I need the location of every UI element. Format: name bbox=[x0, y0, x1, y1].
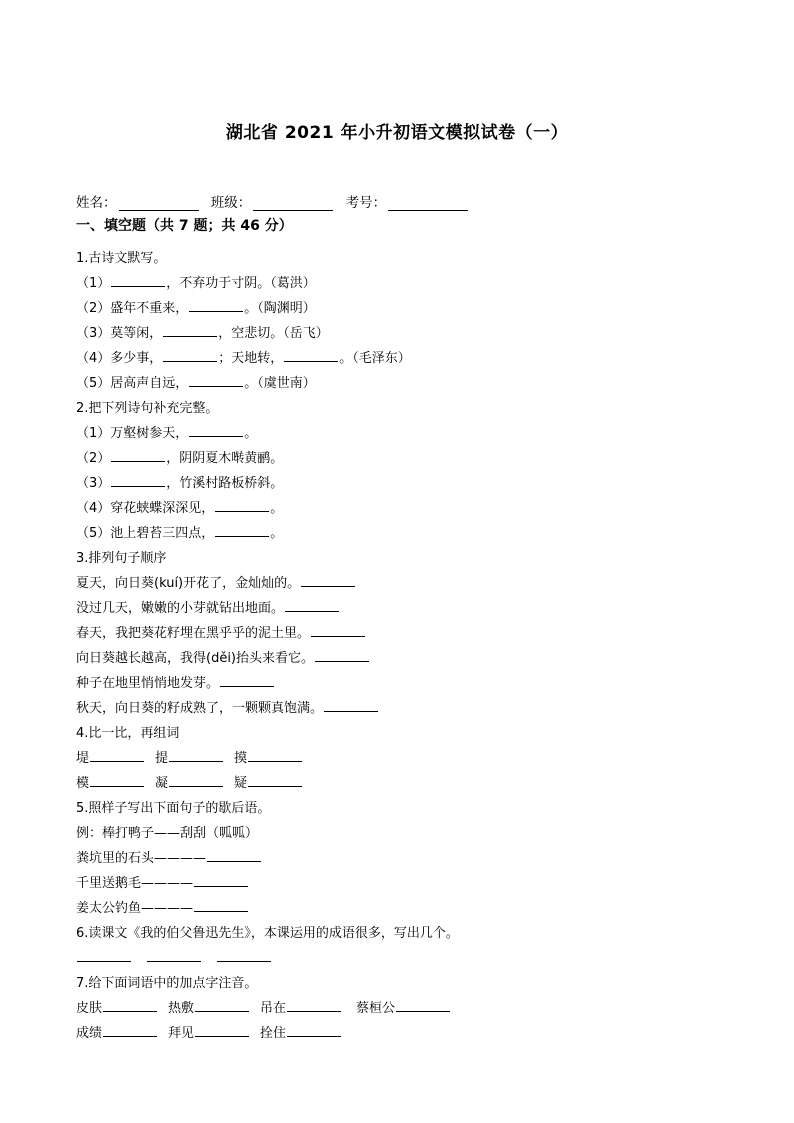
number-label: 考号： bbox=[345, 195, 387, 211]
question-heading: 7.给下面词语中的加点字注音。 bbox=[76, 976, 258, 991]
q4-row: 堤 提 摸 bbox=[76, 746, 736, 771]
section-heading: 一、填空题（共 7 题；共 46 分） bbox=[76, 218, 293, 234]
q5-item: 千里送鹅毛———— bbox=[76, 871, 736, 896]
number-blank[interactable] bbox=[388, 196, 468, 211]
q7-row: 成绩 拜见 拴住 bbox=[76, 1021, 736, 1046]
answer-blank[interactable] bbox=[315, 646, 369, 662]
answer-blank[interactable] bbox=[189, 371, 243, 387]
answer-blank[interactable] bbox=[194, 896, 248, 912]
answer-blank[interactable] bbox=[111, 471, 165, 487]
answer-blank[interactable] bbox=[301, 571, 355, 587]
questions bbox=[76, 246, 736, 1046]
q2-item: （1）万壑树参天， 。 bbox=[76, 421, 736, 446]
answer-blank[interactable] bbox=[90, 746, 144, 762]
student-info-row bbox=[76, 191, 476, 211]
answer-blank[interactable] bbox=[284, 346, 338, 362]
answer-blank[interactable] bbox=[77, 946, 131, 962]
answer-blank[interactable] bbox=[163, 321, 217, 337]
answer-blank[interactable] bbox=[215, 521, 269, 537]
question-heading: 2.把下列诗句补充完整。 bbox=[76, 401, 219, 416]
q4-row: 模 凝 疑 bbox=[76, 771, 736, 796]
answer-blank[interactable] bbox=[396, 996, 450, 1012]
answer-blank[interactable] bbox=[324, 696, 378, 712]
answer-blank[interactable] bbox=[90, 771, 144, 787]
answer-blank[interactable] bbox=[285, 596, 339, 612]
answer-blank[interactable] bbox=[194, 871, 248, 887]
answer-blank[interactable] bbox=[248, 746, 302, 762]
q1-item: （2）盛年不重来， 。（陶渊明） bbox=[76, 296, 736, 321]
q3-item: 向日葵越长越高，我得(děi)抬头来看它。 bbox=[76, 646, 736, 671]
q3-item: 秋天，向日葵的籽成熟了，一颗颗真饱满。 bbox=[76, 696, 736, 721]
answer-blank[interactable] bbox=[103, 1021, 157, 1037]
question-heading: 3.排列句子顺序 bbox=[76, 551, 167, 566]
answer-blank[interactable] bbox=[103, 996, 157, 1012]
answer-blank[interactable] bbox=[248, 771, 302, 787]
q2-item: （4）穿花蛱蝶深深见， 。 bbox=[76, 496, 736, 521]
answer-blank[interactable] bbox=[207, 846, 261, 862]
answer-blank[interactable] bbox=[217, 946, 271, 962]
q6-blanks bbox=[76, 946, 736, 971]
answer-blank[interactable] bbox=[311, 621, 365, 637]
q1-item: （4）多少事， ；天地转， 。（毛泽东） bbox=[76, 346, 736, 371]
answer-blank[interactable] bbox=[195, 1021, 249, 1037]
q7-row: 皮肤 热敷 吊在 蔡桓公 bbox=[76, 996, 736, 1021]
question-heading: 1.古诗文默写。 bbox=[76, 251, 167, 266]
question-heading: 6.读课文《我的伯父鲁迅先生》，本课运用的成语很多，写出几个。 bbox=[76, 926, 459, 941]
class-label: 班级： bbox=[210, 195, 252, 211]
q2-item: （5）池上碧苔三四点， 。 bbox=[76, 521, 736, 546]
answer-blank[interactable] bbox=[195, 996, 249, 1012]
exam-title: 湖北省 2021 年小升初语文模拟试卷（一） bbox=[225, 123, 569, 143]
name-label: 姓名： bbox=[76, 195, 117, 211]
q3-item: 夏天，向日葵(kuí)开花了，金灿灿的。 bbox=[76, 571, 736, 596]
question-heading: 5.照样子写出下面句子的歇后语。 bbox=[76, 801, 271, 816]
q5-item: 粪坑里的石头———— bbox=[76, 846, 736, 871]
question-heading: 4.比一比，再组词 bbox=[76, 726, 180, 741]
q5-example: 例：棒打鸭子——刮刮（呱呱） bbox=[76, 826, 259, 841]
answer-blank[interactable] bbox=[111, 446, 165, 462]
answer-blank[interactable] bbox=[169, 771, 223, 787]
answer-blank[interactable] bbox=[163, 346, 217, 362]
q3-item: 春天，我把葵花籽埋在黑乎乎的泥土里。 bbox=[76, 621, 736, 646]
class-blank[interactable] bbox=[253, 196, 333, 211]
q1-item: （3）莫等闲， ，空悲切。（岳飞） bbox=[76, 321, 736, 346]
answer-blank[interactable] bbox=[220, 671, 274, 687]
answer-blank[interactable] bbox=[169, 746, 223, 762]
answer-blank[interactable] bbox=[287, 1021, 341, 1037]
answer-blank[interactable] bbox=[189, 296, 243, 312]
q2-item: （2） ，阴阴夏木啭黄鹂。 bbox=[76, 446, 736, 471]
q1-item: （5）居高声自远， 。（虞世南） bbox=[76, 371, 736, 396]
q2-item: （3） ，竹溪村路板桥斜。 bbox=[76, 471, 736, 496]
answer-blank[interactable] bbox=[189, 421, 243, 437]
q3-item: 种子在地里悄悄地发芽。 bbox=[76, 671, 736, 696]
answer-blank[interactable] bbox=[215, 496, 269, 512]
q3-item: 没过几天，嫩嫩的小芽就钻出地面。 bbox=[76, 596, 736, 621]
name-blank[interactable] bbox=[119, 196, 199, 211]
q1-item: （1） ，不弃功于寸阴。（葛洪） bbox=[76, 271, 736, 296]
answer-blank[interactable] bbox=[111, 271, 165, 287]
answer-blank[interactable] bbox=[287, 996, 341, 1012]
q5-item: 姜太公钓鱼———— bbox=[76, 896, 736, 921]
answer-blank[interactable] bbox=[147, 946, 201, 962]
